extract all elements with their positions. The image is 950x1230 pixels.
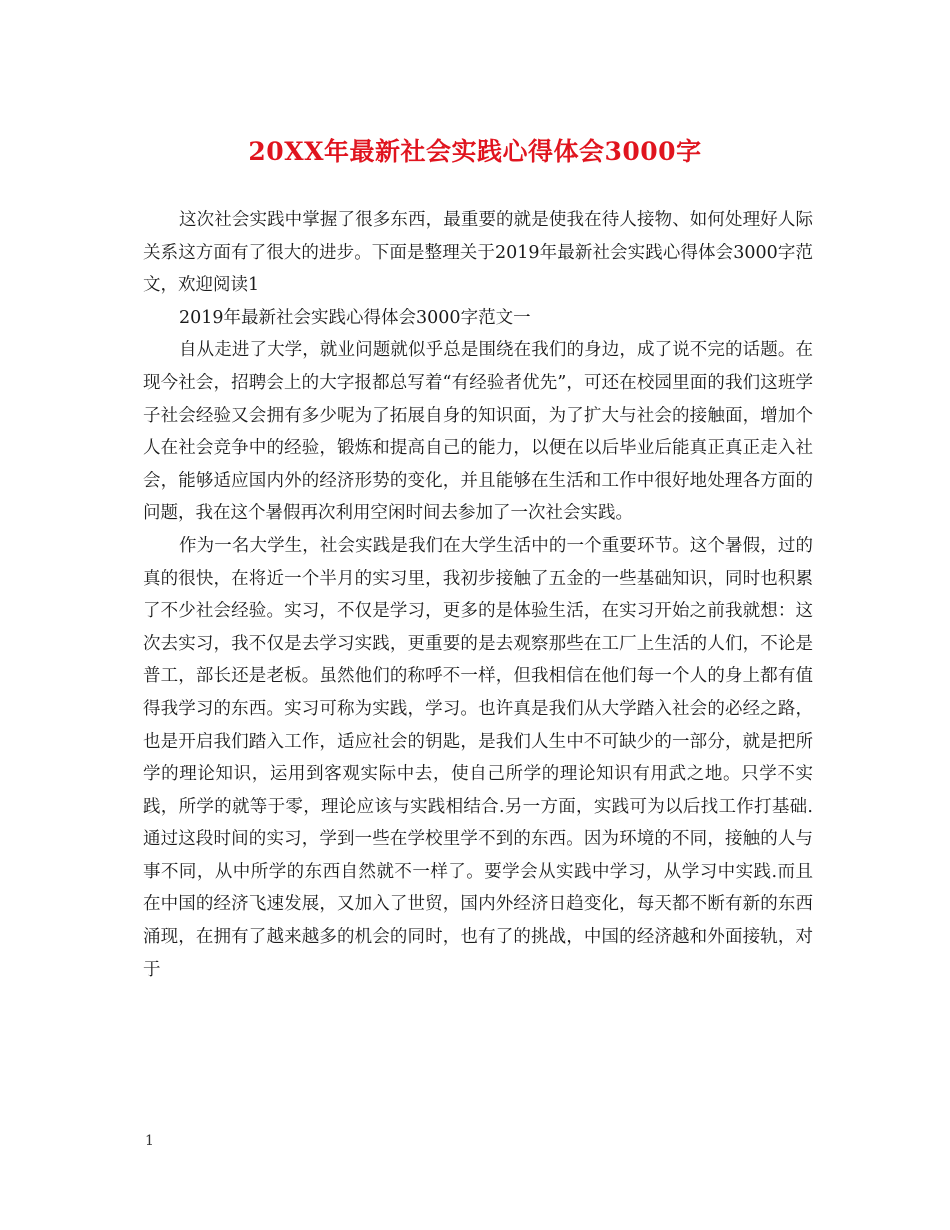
page-number: 1 bbox=[145, 1133, 154, 1149]
section-heading: 2019年最新社会实践心得体会3000字范文一 bbox=[179, 307, 531, 328]
paragraph-1: 自从走进了大学，就业问题就似乎总是围绕在我们的身边，成了说不完的话题。在现今社会，招聘会上的大字报都总写着“有经验者优先”，可还在校园里面的我们这班学子社会经验又会拥有多少呢为了拓展自身的知识面，为了扩大与社会的接触面，增加个人在社会竞争中的经验，锻炼和提高自己的能力，以便在以后毕业后能真正真正走入社会，能够适应国内外的经济形势的变化，并且能够在生活和工作中很好地处理各方面的问题，我在这个暑假再次利用空闲时间去参加了一次社会实践。 bbox=[143, 340, 813, 524]
document-title: 20XX年最新社会实践心得体会3000字 bbox=[248, 137, 702, 166]
paragraph-2: 作为一名大学生，社会实践是我们在大学生活中的一个重要环节。这个暑假，过的真的很快，在将近一个半月的实习里，我初步接触了五金的一些基础知识，同时也积累了不少社会经验。实习，不仅是学习，更多的是体验生活，在实习开始之前我就想：这次去实习，我不仅是去学习实践，更重要的是去观察那些在工厂上生活的人们，不论是普工，部长还是老板。虽然他们的称呼不一样，但我相信在他们每一个人的身上都有值得我学习的东西。实习可称为实践，学习。也许真是我们从大学踏入社会的必经之路，也是开启我们踏入工作，适应社会的钥匙，是我们人生中不可缺少的一部分，就是把所学的理论知识，运用到客观实际中去，使自己所学的理论知识有用武之地。只学不实践，所学的就等于零，理论应该与实践相结合.另一方面，实践可为以后找工作打基础.通过这段时间的实习，学到一些在学校里学不到的东西。因为环境的不同，接触的人与事不同，从中所学的东西自然就不一样了。要学会从实践中学习，从学习中实践.而且在中国的经济飞速发展，又加入了世贸，国内外经济日趋变化，每天都不断有新的东西涌现，在拥有了越来越多的机会的同时，也有了的挑战，中国的经济越和外面接轨，对于 bbox=[143, 535, 813, 980]
document-body bbox=[143, 204, 813, 986]
paragraph-intro: 这次社会实践中掌握了很多东西，最重要的就是使我在待人接物、如何处理好人际关系这方面有了很大的进步。下面是整理关于2019年最新社会实践心得体会3000字范文，欢迎阅读1 bbox=[143, 210, 813, 296]
